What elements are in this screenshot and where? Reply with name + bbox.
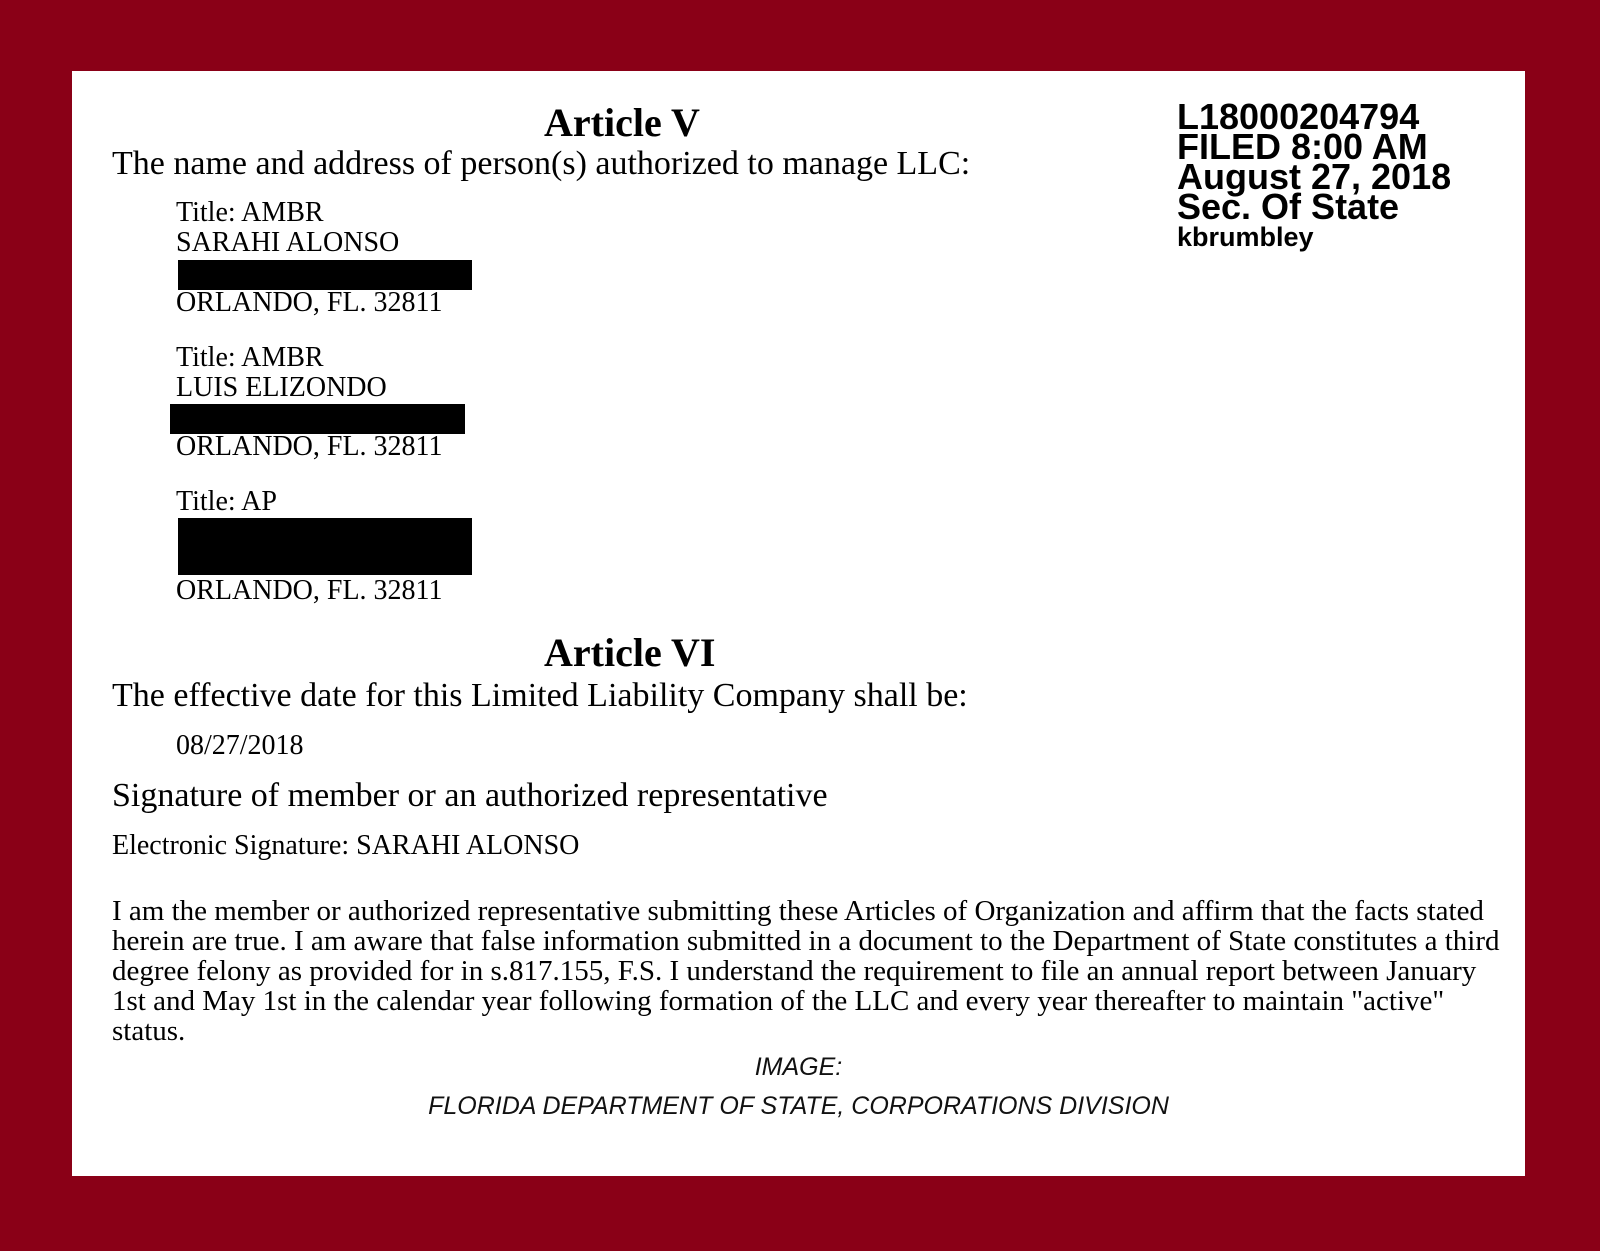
manager-3-title: Title: AP [176, 486, 277, 517]
manager-1-city: ORLANDO, FL. 32811 [176, 287, 443, 318]
electronic-signature: Electronic Signature: SARAHI ALONSO [112, 830, 580, 861]
manager-1-name: SARAHI ALONSO [176, 227, 400, 258]
manager-1-title: Title: AMBR [176, 197, 324, 228]
redacted-name-and-address-3 [178, 518, 472, 575]
manager-3-city: ORLANDO, FL. 32811 [176, 575, 443, 606]
filing-office: Sec. Of State [1177, 186, 1400, 227]
image-label: IMAGE: [754, 1053, 843, 1081]
filed-time: FILED 8:00 AM [1177, 126, 1428, 167]
image-source: FLORIDA DEPARTMENT OF STATE, CORPORATIONS DIVISION [428, 1092, 1169, 1120]
redacted-address-1 [178, 260, 472, 290]
article-vi-heading: Article VI [544, 630, 716, 675]
clerk-name: kbrumbley [1177, 222, 1314, 252]
signature-heading: Signature of member or an authorized representative [112, 777, 828, 814]
article-vi-intro: The effective date for this Limited Liability Company shall be: [112, 677, 968, 714]
manager-2-title: Title: AMBR [176, 342, 324, 373]
filed-date: August 27, 2018 [1177, 156, 1452, 197]
document-page [72, 71, 1525, 1176]
affirmation-text: I am the member or authorized representative submitting these Articles of Organization and affirm that the facts stated herein are true. I am aware that false information submitted in a document to the Department of State constitutes a third degree felony as provided for in s.817.155, F.S. I understand the requirement to file an annual report between January 1st and May 1st in the calendar year following formation of the LLC and every year thereafter to maintain "active" status. [112, 895, 1500, 1047]
redacted-address-2 [170, 404, 465, 434]
article-v-intro: The name and address of person(s) authorized to manage LLC: [112, 145, 971, 182]
manager-2-name: LUIS ELIZONDO [176, 372, 387, 403]
filing-stamp [1177, 96, 1452, 252]
manager-2-city: ORLANDO, FL. 32811 [176, 431, 443, 462]
effective-date: 08/27/2018 [176, 730, 304, 761]
document-number: L18000204794 [1177, 96, 1420, 137]
article-v-heading: Article V [544, 100, 700, 145]
